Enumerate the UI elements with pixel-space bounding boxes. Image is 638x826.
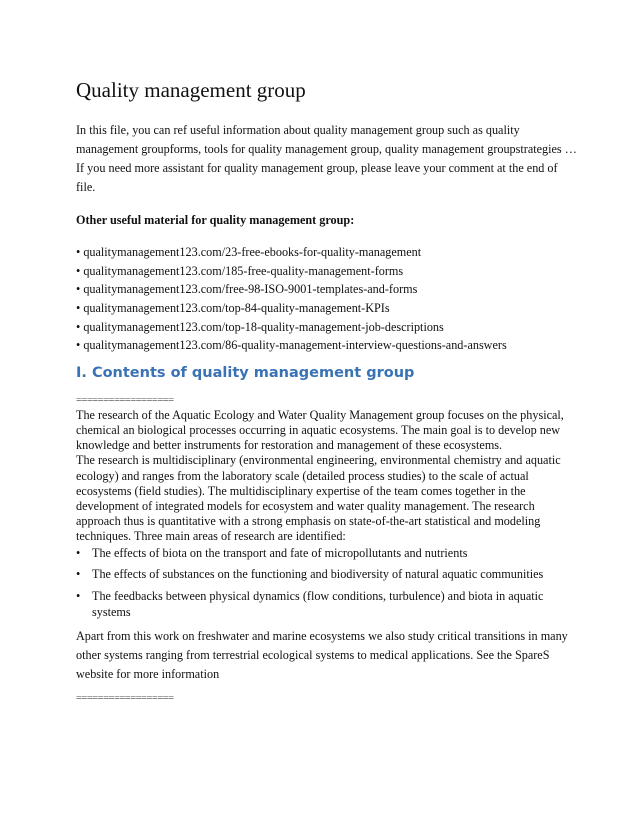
resource-link[interactable]: • qualitymanagement123.com/23-free-ebooks-for-quality-management (76, 245, 422, 260)
resource-link-list (76, 243, 578, 355)
resource-link[interactable]: • qualitymanagement123.com/top-18-quality-management-job-descriptions (76, 319, 444, 334)
list-item-text: The effects of substances on the functioning and biodiversity of natural aquatic communities (92, 567, 544, 582)
resource-link[interactable]: • qualitymanagement123.com/free-98-ISO-9001-templates-and-forms (76, 282, 418, 297)
resource-link[interactable]: • qualitymanagement123.com/185-free-quality-management-forms (76, 263, 404, 278)
other-material-heading: Other useful material for quality management group: (76, 213, 355, 228)
bullet-icon: • (76, 545, 81, 560)
research-paragraph-2: The research is multidisciplinary (environmental engineering, environmental chemistry and aquatic ecology) and ranges from the laboratory scale (detailed process studies) to the scale of actual ecosystems (field studies). The multidisciplinary expertise of the team comes together in the development of integrated models for ecosystem and water quality management. The research approach thus is quantitative with a strong emphasis on state-of-the-art statistical and modeling techniques. Three main areas of research are identified: (76, 453, 561, 544)
resource-link[interactable]: • qualitymanagement123.com/top-84-quality-management-KPIs (76, 300, 390, 315)
list-item-text: The effects of biota on the transport and fate of micropollutants and nutrients (92, 545, 468, 560)
research-areas-list (76, 545, 578, 621)
section-heading: I. Contents of quality management group (76, 364, 415, 381)
separator-line: ================== (76, 394, 174, 406)
bullet-icon: • (76, 588, 81, 603)
bullet-icon: • (76, 567, 81, 582)
research-paragraph-3: Apart from this work on freshwater and marine ecosystems we also study critical transitions in many other systems ranging from terrestrial ecological systems to medical applications. See the SpareS website for more information (76, 628, 568, 681)
list-item-text: The feedbacks between physical dynamics (flow conditions, turbulence) and biota in aquatic systems (92, 588, 544, 620)
list-item (76, 588, 578, 621)
list-item (76, 545, 578, 562)
page-title: Quality management group (76, 78, 306, 102)
resource-link[interactable]: • qualitymanagement123.com/86-quality-management-interview-questions-and-answers (76, 338, 507, 353)
separator-line-end: ================== (76, 692, 174, 704)
intro-paragraph: In this file, you can ref useful information about quality management group such as quality management groupforms, tools for quality management group, quality management groupstrategies … If you need more assistant for quality management group, please leave your comment at the end of file. (76, 123, 577, 195)
research-paragraph-1: The research of the Aquatic Ecology and Water Quality Management group focuses on the physical, chemical an biological processes occurring in aquatic ecosystems. The main goal is to develop new knowledge and better instruments for restoration and management of these ecosystems. (76, 407, 564, 453)
list-item (76, 566, 578, 583)
